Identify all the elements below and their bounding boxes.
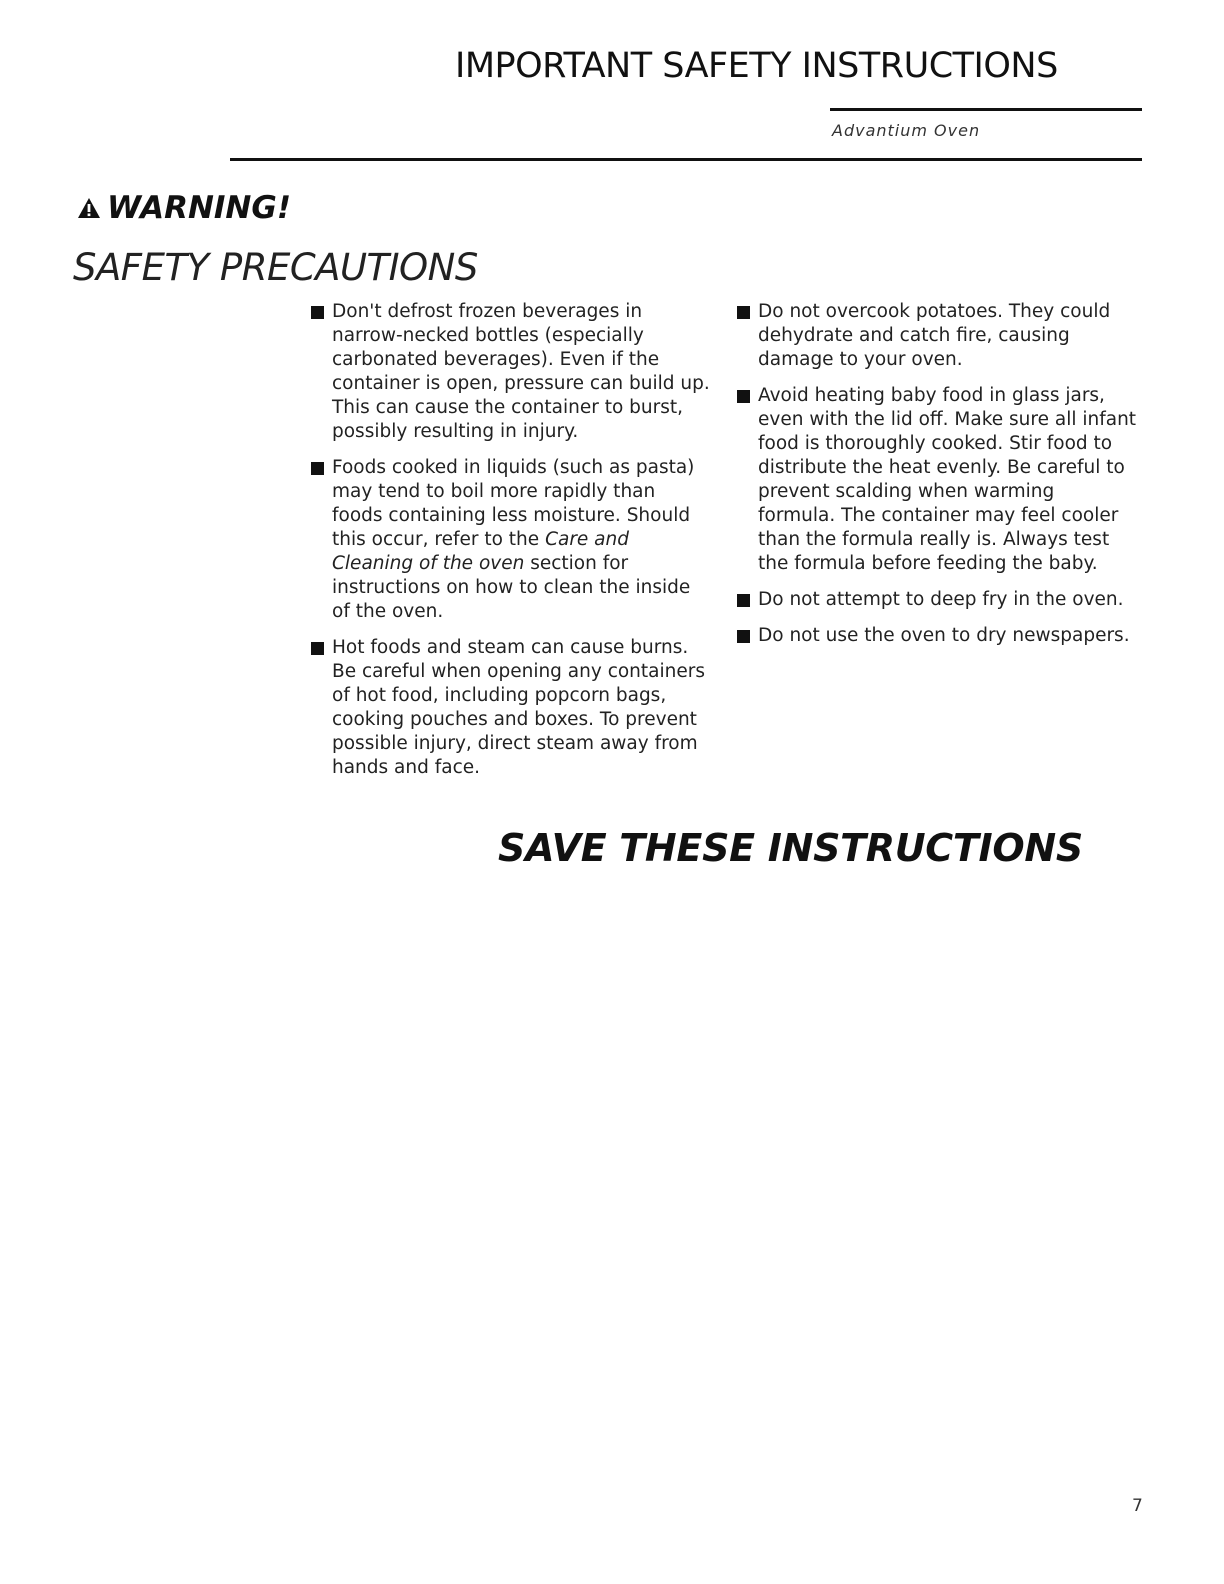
header-divider-short xyxy=(830,108,1142,111)
header-divider-long xyxy=(230,158,1142,161)
bullet-square-icon xyxy=(737,630,750,643)
bullet-square-icon xyxy=(737,594,750,607)
save-instructions-heading: SAVE THESE INSTRUCTIONS xyxy=(498,826,1083,870)
list-item-text: Do not use the oven to dry newspapers. xyxy=(758,625,1130,646)
bullet-square-icon xyxy=(737,390,750,403)
list-item-text: Do not attempt to deep fry in the oven. xyxy=(758,589,1124,610)
section-title: SAFETY PRECAUTIONS xyxy=(73,246,478,289)
list-item-text: Do not overcook potatoes. They could dehydrate and catch fire, causing damage to your oven. xyxy=(758,301,1111,370)
bullet-square-icon xyxy=(737,306,750,319)
list-item xyxy=(737,588,1137,612)
list-item xyxy=(737,384,1137,576)
list-item xyxy=(737,300,1137,372)
precautions-right-column xyxy=(737,300,1137,660)
warning-label: WARNING! xyxy=(107,190,291,226)
precautions-left-column xyxy=(311,300,711,792)
list-item-text-start: Foods cooked in liquids (such as pasta) may tend to boil more rapidly than foods containing less moisture. Should this occur, refer to the xyxy=(332,457,695,550)
list-item-text xyxy=(332,457,694,622)
page-number: 7 xyxy=(1132,1496,1143,1516)
product-name: Advantium Oven xyxy=(832,121,981,140)
bullet-square-icon xyxy=(311,462,324,475)
list-item xyxy=(311,636,711,780)
bullet-square-icon xyxy=(311,306,324,319)
warning-triangle-icon xyxy=(77,196,101,220)
list-item xyxy=(311,456,711,624)
list-item xyxy=(311,300,711,444)
list-item xyxy=(737,624,1137,648)
list-item-text: Hot foods and steam can cause burns. Be careful when opening any containers of hot food, including popcorn bags, cooking pouches and boxes. To prevent possible injury, direct steam away from hands and face. xyxy=(332,637,705,778)
list-item-text-end: section for instructions on how to clean the inside of the oven. xyxy=(332,553,691,622)
manual-section-reference: Care and Cleaning of the oven xyxy=(332,529,629,574)
bullet-square-icon xyxy=(311,642,324,655)
page-title: IMPORTANT SAFETY INSTRUCTIONS xyxy=(455,46,1058,86)
list-item-text: Don't defrost frozen beverages in narrow-necked bottles (especially carbonated beverages). Even if the container is open, pressure can build up. This can cause the container to burst, possibly resulting in injury. xyxy=(332,301,710,442)
list-item-text: Avoid heating baby food in glass jars, even with the lid off. Make sure all infant food is thoroughly cooked. Stir food to distribute the heat evenly. Be careful to prevent scalding when warming formula. The container may feel cooler than the formula really is. Always test the formula before feeding the baby. xyxy=(758,385,1137,574)
warning-heading xyxy=(77,190,291,226)
